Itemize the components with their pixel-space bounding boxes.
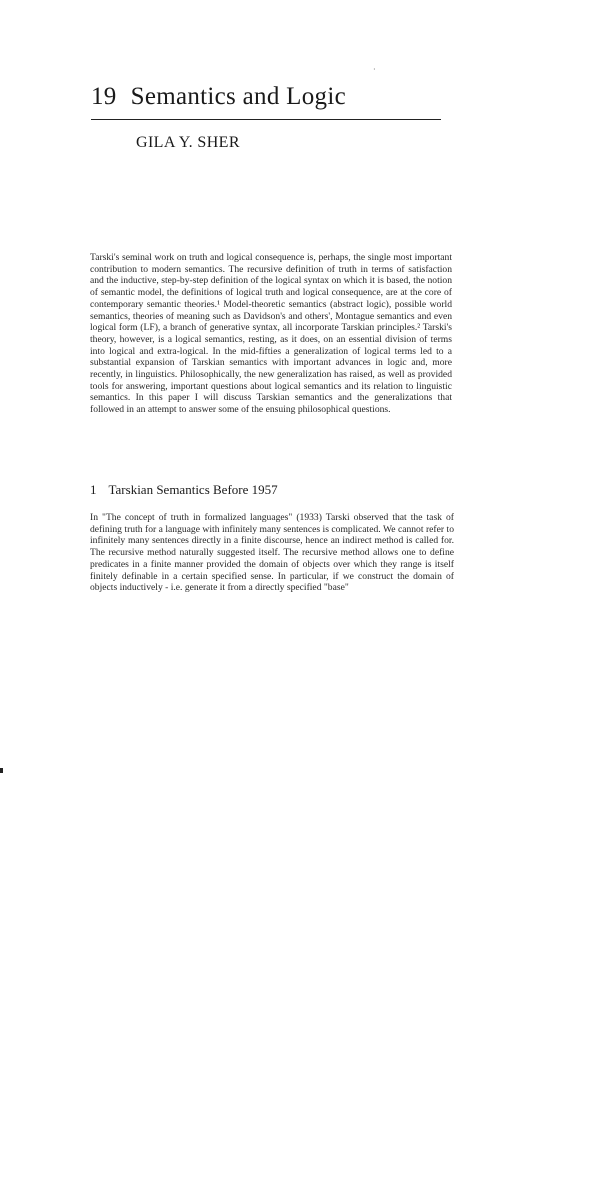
section-number: 1 — [90, 482, 97, 497]
abstract-paragraph: Tarski's seminal work on truth and logical consequence is, perhaps, the single most important contribution to modern semantics. The recursive definition of truth in terms of satisfaction and the inductive, step-by-step definition of the logical syntax on which it is based, the notion of semantic model, the definitions of logical truth and logical consequence, are at the core of contemporary semantic theories.¹ Model-theoretic semantics (abstract logic), possible world semantics, theories of meaning such as Davidson's and others', Montague semantics and even logical form (LF), a branch of generative syntax, all incorporate Tarskian principles.² Tarski's theory, however, is a logical semantics, resting, as it does, on an essential division of terms into logical and extra-logical. In the mid-fifties a generalization of logical terms led to a substantial expansion of Tarskian semantics with important advances in logic and, more recently, in linguistics. Philosophically, the new generalization has raised, as well as provided tools for answering, important questions about logical semantics and its relation to linguistic semantics. In this paper I will discuss Tarskian semantics and the generalizations that followed in an attempt to answer some of the ensuing philosophical questions. — [90, 252, 452, 416]
scan-mark: · — [373, 65, 376, 74]
chapter-number: 19 — [91, 83, 117, 110]
section-paragraph: In "The concept of truth in formalized languages" (1933) Tarski observed that the task of defining truth for a language with infinitely many sentences is complicated. We cannot refer to infinitely many sentences directly in a finite discourse, hence an indirect method is called for. The recursive method naturally suggested itself. The recursive method allows one to define predicates in a finite manner provided the domain of objects over which they range is itself finitely definable in a certain specified sense. In particular, if we construct the domain of objects inductively - i.e. generate it from a directly specified "base" — [90, 512, 454, 594]
section-title: Tarskian Semantics Before 1957 — [108, 482, 278, 497]
section-heading — [90, 483, 278, 496]
chapter-title-text: Semantics and Logic — [130, 83, 346, 110]
chapter-title — [91, 84, 346, 109]
page-edge-mark — [0, 768, 3, 773]
title-rule — [91, 119, 441, 120]
author-name: GILA Y. SHER — [136, 134, 240, 151]
